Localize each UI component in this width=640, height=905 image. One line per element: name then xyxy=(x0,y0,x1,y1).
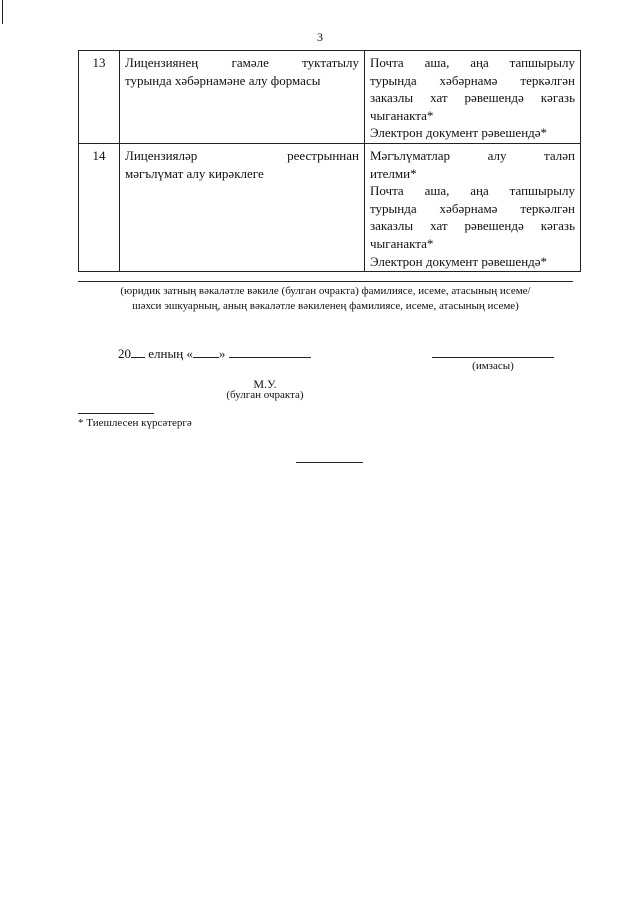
delivery-method-line: Почта аша, аңа тапшырылу xyxy=(370,55,575,70)
day-blank xyxy=(193,345,219,358)
delivery-method-line: Почта аша, аңа тапшырылу xyxy=(370,183,575,199)
table-row xyxy=(79,51,581,144)
delivery-method-line: заказлы хат рәвешендә кәгазь xyxy=(370,218,575,234)
caption-line: (юридик затның вәкаләтле вәкиле (булган очракта) фамилиясе, исеме, атасының исеме/ xyxy=(120,285,531,297)
delivery-method-line: ителми* xyxy=(370,165,417,181)
delivery-method-cell xyxy=(365,143,581,271)
date-field xyxy=(118,345,311,362)
year-blank xyxy=(131,345,145,358)
item-name-line: турында хәбәрнамәне алу формасы xyxy=(125,72,321,88)
month-blank xyxy=(229,345,311,358)
delivery-method-line: турында хәбәрнамә теркәлгән xyxy=(370,200,575,216)
name-signature-line xyxy=(78,281,573,282)
delivery-method-line: Мәгълүматлар алу таләп xyxy=(370,147,575,163)
year-suffix: елның « xyxy=(145,346,193,361)
name-signature-caption xyxy=(78,284,573,314)
delivery-method-line: чыганакта* xyxy=(370,235,434,251)
item-name-line: мәгълүмат алу кирәклеге xyxy=(125,165,264,181)
services-table xyxy=(78,50,581,272)
year-prefix: 20 xyxy=(118,346,131,361)
footnote: * Тиешлесен күрсәтергә xyxy=(78,417,192,429)
delivery-method-line: Электрон документ рәвешендә* xyxy=(370,253,548,269)
footnote-separator xyxy=(78,413,154,414)
scan-edge-mark xyxy=(2,0,3,24)
stamp-label: М.У. xyxy=(253,377,277,391)
row-number: 13 xyxy=(79,51,120,144)
stamp-note: (булган очракта) xyxy=(226,389,304,401)
end-of-document-line xyxy=(296,462,363,463)
item-name-line: Лицензияләр реестрыннан xyxy=(125,147,359,163)
item-name-cell xyxy=(120,51,365,144)
signature-blank xyxy=(432,357,554,358)
delivery-method-line: чыганакта* xyxy=(370,107,434,123)
close-quote: » xyxy=(218,346,226,361)
caption-line: шәхси эшкуарның, аның вәкаләтле вәкиленең фамилиясе, исеме, атасының исеме) xyxy=(132,300,519,312)
delivery-method-line: Электрон документ рәвешендә* xyxy=(370,125,548,141)
item-name-cell xyxy=(120,143,365,271)
item-name-line: Лицензиянең гамәле туктатылу xyxy=(125,55,359,70)
delivery-method-cell xyxy=(365,51,581,144)
delivery-method-line: заказлы хат рәвешендә кәгазь xyxy=(370,90,575,106)
table-row xyxy=(79,143,581,271)
signature-label: (имзасы) xyxy=(472,360,514,372)
row-number: 14 xyxy=(79,143,120,271)
page-number: 3 xyxy=(317,30,323,44)
delivery-method-line: турында хәбәрнамә теркәлгән xyxy=(370,72,575,88)
